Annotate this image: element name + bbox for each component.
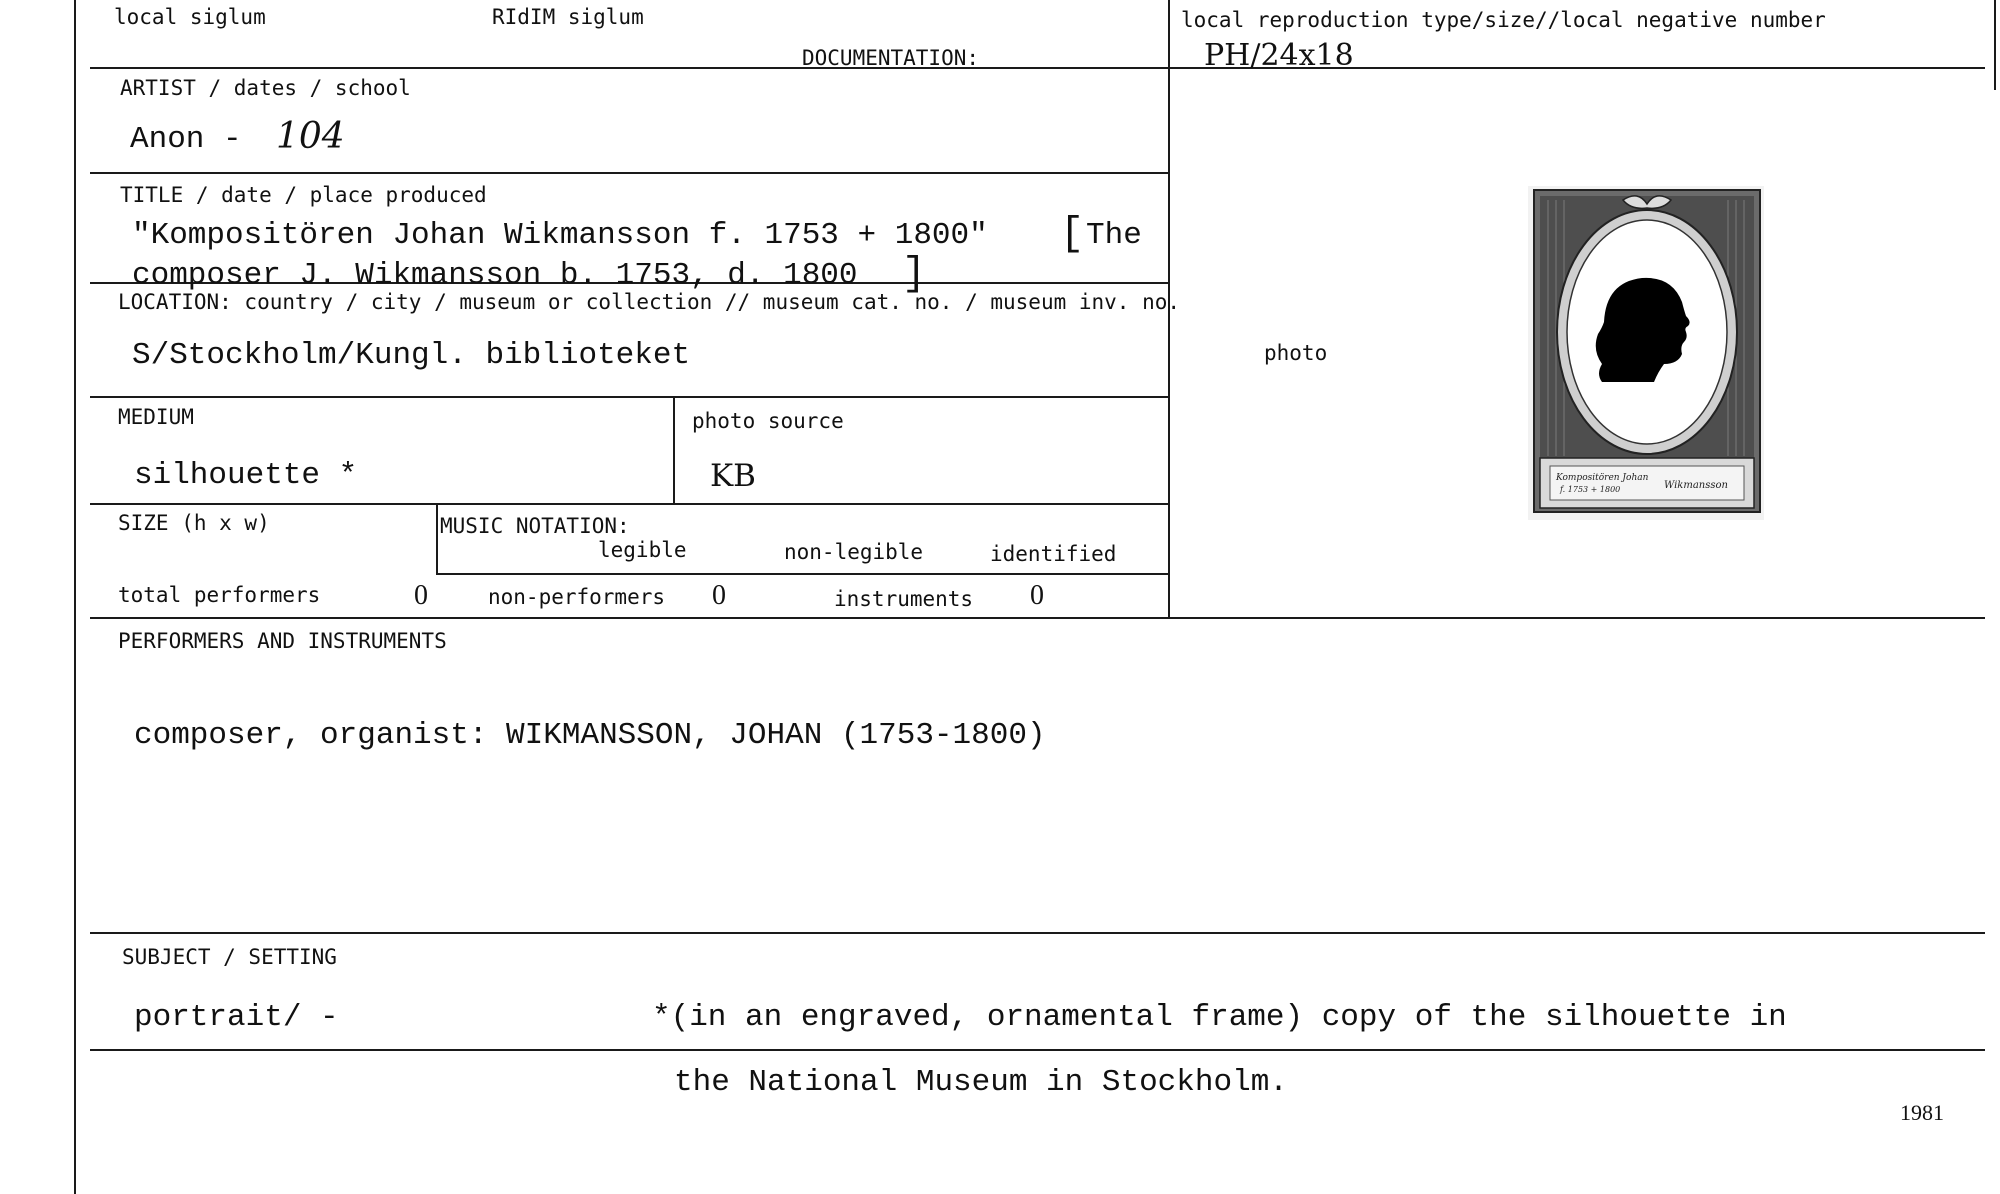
artist-handwritten-number: 104 [276,116,345,157]
counts-bottom-rule [90,617,1985,619]
title-line2: composer J. Wikmansson b. 1753, d. 1800 [132,258,858,293]
title-bracket-open: [ [1060,212,1085,257]
total-performers-value: 0 [414,580,428,611]
size-label: SIZE (h x w) [118,511,270,535]
non-performers-value: 0 [712,580,726,611]
title-bracket-close: ] [902,252,927,297]
subject-value: portrait/ - [134,1000,339,1035]
performers-bottom-rule [90,932,1985,934]
identified-label: identified [990,542,1117,566]
subject-note-line1: *(in an engraved, ornamental frame) copy of the silhouette in [652,1000,1787,1035]
subject-note-line2: the National Museum in Stockholm. [674,1065,1288,1100]
inscription-right: Wikmansson [1664,480,1728,491]
total-performers-label: total performers [118,583,321,607]
subject-label: SUBJECT / SETTING [122,945,337,969]
legible-label: legible [598,538,687,562]
documentation-label: DOCUMENTATION: [802,46,980,70]
header-rule [90,67,1985,69]
reproduction-label: local reproduction type/size//local negative number [1181,8,1826,32]
inscription-left-2: f. 1753 + 1800 [1560,485,1621,494]
framed-silhouette-image [1528,186,1764,520]
artist-label: ARTIST / dates / school [120,76,411,100]
non-legible-label: non-legible [784,540,924,564]
medium-divider-rule [673,396,675,504]
right-edge-rule [1994,0,1996,90]
non-performers-label: non-performers [488,585,666,609]
title-label: TITLE / date / place produced [120,183,487,207]
left-margin-rule [74,0,76,1194]
medium-value: silhouette * [134,458,358,493]
medium-label: MEDIUM [118,405,194,429]
title-line1-tail: The [1086,218,1142,253]
title-line1: "Kompositören Johan Wikmansson f. 1753 + 1800" [132,218,988,253]
photo-source-label: photo source [692,409,844,433]
location-bottom-rule [90,396,1170,398]
location-value: S/Stockholm/Kungl. biblioteket [132,338,691,373]
medium-bottom-rule [90,503,1170,505]
artist-bottom-rule [90,172,1170,174]
instruments-label: instruments [834,587,974,611]
silhouette-photo [1528,186,1764,520]
size-bottom-rule [436,573,1170,575]
artist-value: Anon - [130,122,242,157]
performers-label: PERFORMERS AND INSTRUMENTS [118,629,447,653]
subject-bottom-rule [90,1049,1985,1051]
size-divider-rule [436,503,438,573]
reproduction-value: PH/24x18 [1204,38,1354,73]
location-label: LOCATION: country / city / museum or collection // museum cat. no. / museum inv. no. [118,290,1181,314]
photo-source-value: KB [710,458,756,494]
music-notation-label: MUSIC NOTATION: [440,514,630,538]
inscription-left: Kompositören Johan [1556,473,1649,483]
local-siglum-label: local siglum [114,5,266,29]
performers-value: composer, organist: WIKMANSSON, JOHAN (1753-1800) [134,718,1046,753]
ridim-siglum-label: RIdIM siglum [492,5,644,29]
instruments-value: 0 [1030,580,1044,611]
photo-label: photo [1264,341,1328,365]
year-stamp: 1981 [1900,1100,1944,1125]
